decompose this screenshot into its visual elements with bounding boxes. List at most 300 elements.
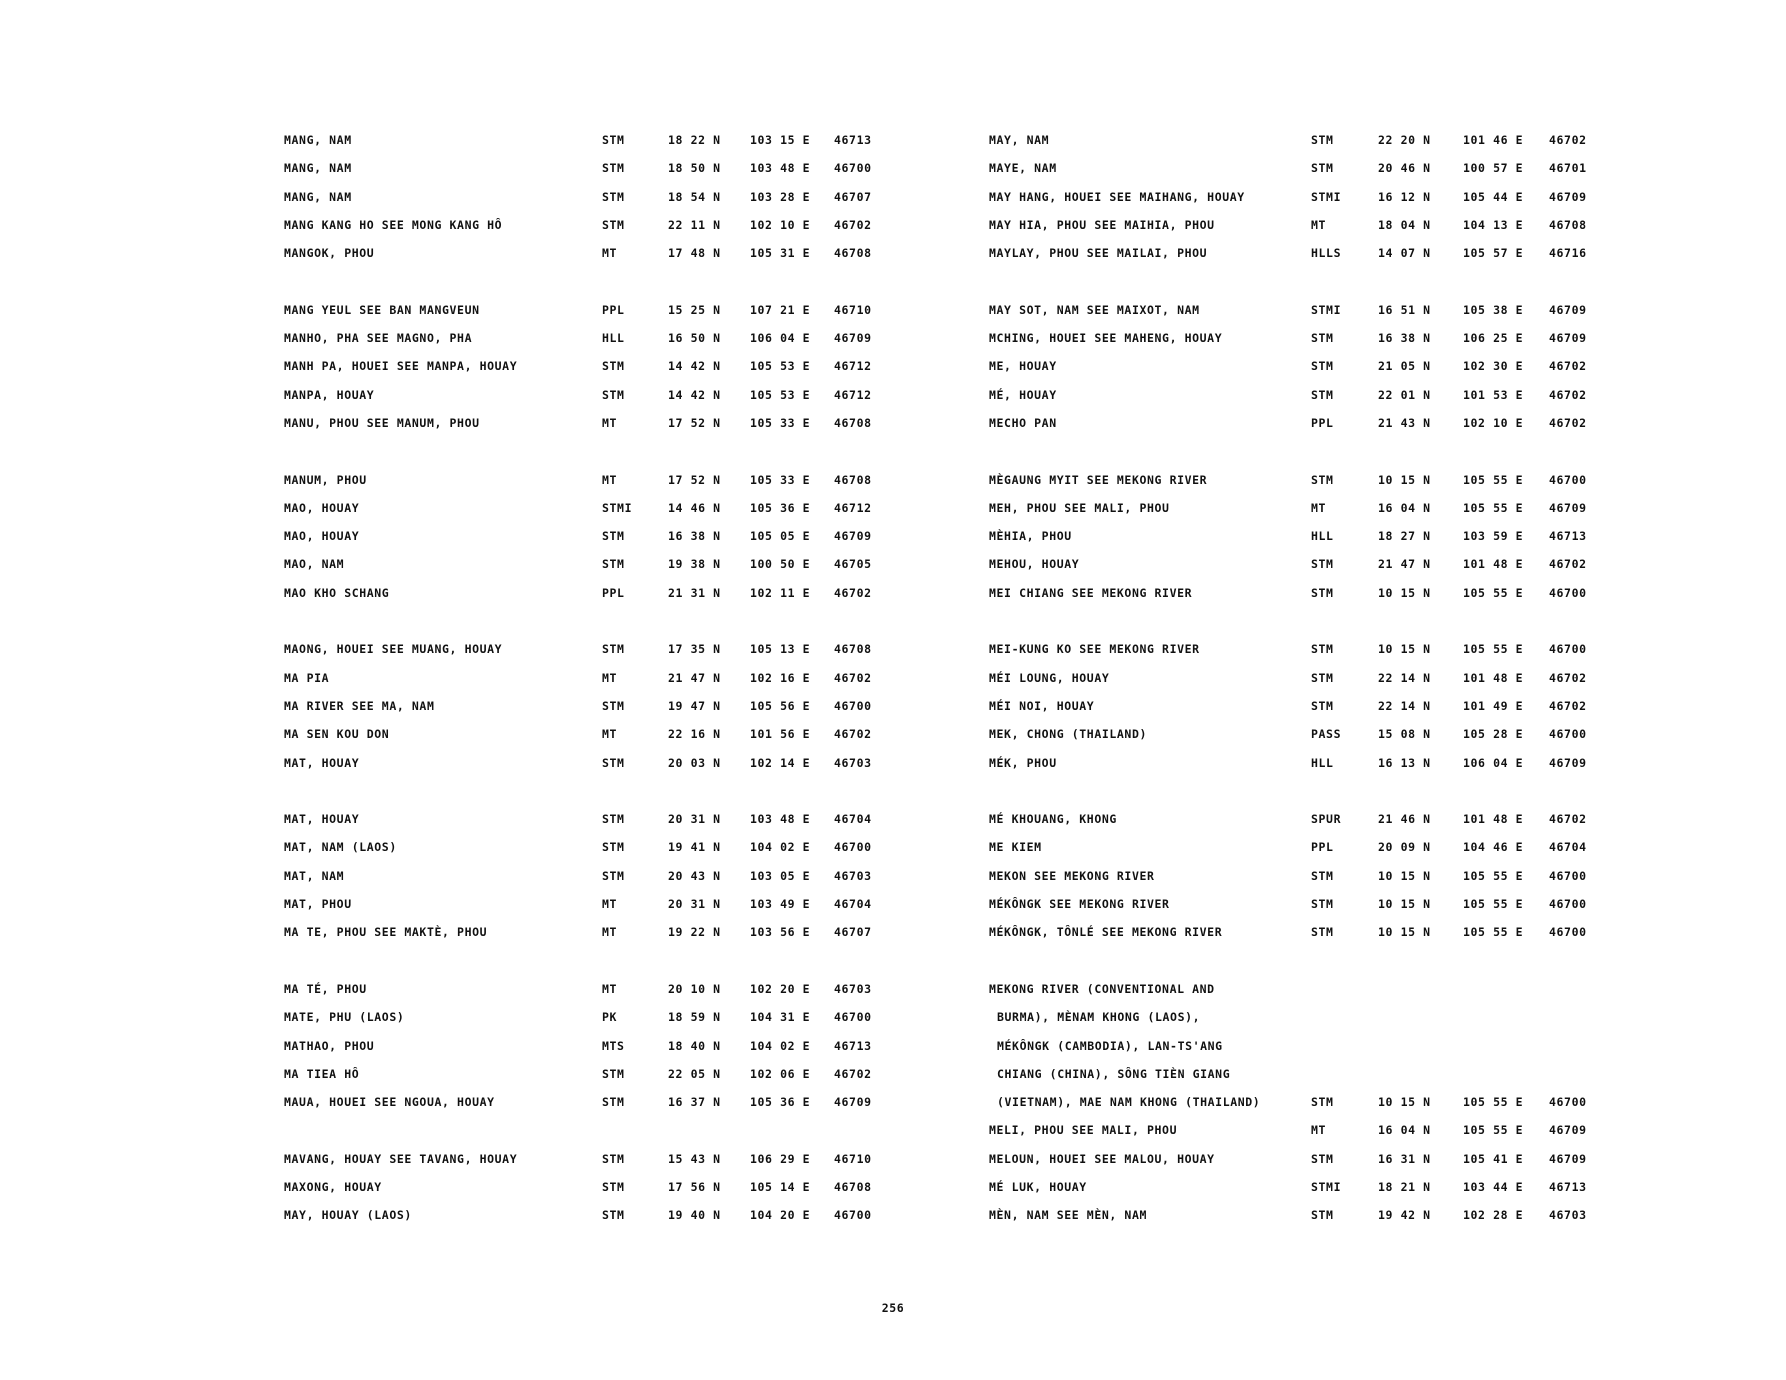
mekong-entry-line xyxy=(989,1003,1609,1031)
gazetteer-entry xyxy=(284,664,884,692)
feature-code: STMI xyxy=(1311,189,1342,204)
feature-code: STM xyxy=(602,1151,625,1166)
map-reference: 46708 xyxy=(834,246,872,261)
latitude: 14 07 N xyxy=(1378,246,1431,261)
map-reference: 46702 xyxy=(834,585,872,600)
longitude: 105 36 E xyxy=(750,1095,811,1110)
gazetteer-entry xyxy=(989,154,1609,182)
feature-code: MT xyxy=(602,981,618,996)
place-name-line: MÉKÔNGK (CAMBODIA), LAN-TS'ANG xyxy=(997,1038,1223,1053)
longitude: 105 55 E xyxy=(1463,500,1524,515)
feature-code: STM xyxy=(602,359,625,374)
feature-code: MTS xyxy=(602,1038,625,1053)
place-name: MAT, NAM (LAOS) xyxy=(284,840,397,855)
gazetteer-entry xyxy=(284,324,884,352)
longitude: 101 48 E xyxy=(1463,557,1524,572)
latitude: 18 59 N xyxy=(668,1010,721,1025)
latitude: 21 31 N xyxy=(668,585,721,600)
gazetteer-entry xyxy=(989,352,1609,380)
feature-code: MT xyxy=(602,246,618,261)
map-reference: 46702 xyxy=(1549,359,1587,374)
feature-code: STM xyxy=(602,217,625,232)
place-name: MAY SOT, NAM SEE MAIXOT, NAM xyxy=(989,302,1200,317)
place-name: MAXONG, HOUAY xyxy=(284,1179,382,1194)
latitude: 22 01 N xyxy=(1378,387,1431,402)
group-spacer xyxy=(989,607,1609,635)
gazetteer-entry xyxy=(284,805,884,833)
place-name: MATHAO, PHOU xyxy=(284,1038,375,1053)
gazetteer-entry xyxy=(284,1060,884,1088)
gazetteer-entry xyxy=(989,324,1609,352)
feature-code: STM xyxy=(602,868,625,883)
latitude: 16 04 N xyxy=(1378,1123,1431,1138)
map-reference: 46709 xyxy=(834,529,872,544)
longitude: 105 55 E xyxy=(1463,585,1524,600)
map-reference: 46702 xyxy=(1549,812,1587,827)
mekong-entry-line xyxy=(989,1060,1609,1088)
place-name: MÈGAUNG MYIT SEE MEKONG RIVER xyxy=(989,472,1208,487)
place-name: MEK, CHONG (THAILAND) xyxy=(989,727,1147,742)
latitude: 15 08 N xyxy=(1378,727,1431,742)
gazetteer-entry xyxy=(284,862,884,890)
gazetteer-entry xyxy=(989,409,1609,437)
latitude: 22 14 N xyxy=(1378,670,1431,685)
map-reference: 46709 xyxy=(1549,331,1587,346)
longitude: 103 28 E xyxy=(750,189,811,204)
gazetteer-entry xyxy=(989,494,1609,522)
map-reference: 46712 xyxy=(834,359,872,374)
map-reference: 46708 xyxy=(834,1179,872,1194)
gazetteer-entry xyxy=(284,1088,884,1116)
gazetteer-entry xyxy=(989,550,1609,578)
gazetteer-entry xyxy=(989,749,1609,777)
map-reference: 46700 xyxy=(1549,585,1587,600)
feature-code: STM xyxy=(602,1066,625,1081)
latitude: 19 42 N xyxy=(1378,1208,1431,1223)
place-name: MAO KHO SCHANG xyxy=(284,585,390,600)
map-reference: 46701 xyxy=(1549,161,1587,176)
gazetteer-entry xyxy=(989,833,1609,861)
place-name: MEKON SEE MEKONG RIVER xyxy=(989,868,1155,883)
longitude: 102 28 E xyxy=(1463,1208,1524,1223)
latitude: 16 38 N xyxy=(668,529,721,544)
right-column xyxy=(989,126,1609,1230)
longitude: 100 57 E xyxy=(1463,161,1524,176)
place-name: MAY, HOUAY (LAOS) xyxy=(284,1208,412,1223)
gazetteer-entry xyxy=(989,890,1609,918)
longitude: 101 48 E xyxy=(1463,670,1524,685)
gazetteer-entry xyxy=(989,296,1609,324)
longitude: 103 59 E xyxy=(1463,529,1524,544)
latitude: 17 56 N xyxy=(668,1179,721,1194)
group-spacer xyxy=(284,437,884,465)
place-name: MAO, HOUAY xyxy=(284,500,360,515)
place-name: MELI, PHOU SEE MALI, PHOU xyxy=(989,1123,1178,1138)
latitude: 10 15 N xyxy=(1378,1095,1431,1110)
feature-code: PPL xyxy=(1311,415,1334,430)
gazetteer-entry xyxy=(989,239,1609,267)
feature-code: STMI xyxy=(1311,1179,1342,1194)
feature-code: STM xyxy=(1311,868,1334,883)
map-reference: 46702 xyxy=(1549,557,1587,572)
longitude: 105 55 E xyxy=(1463,925,1524,940)
longitude: 105 31 E xyxy=(750,246,811,261)
map-reference: 46702 xyxy=(834,727,872,742)
latitude: 20 10 N xyxy=(668,981,721,996)
place-name: MÉK, PHOU xyxy=(989,755,1057,770)
longitude: 105 38 E xyxy=(1463,302,1524,317)
longitude: 105 36 E xyxy=(750,500,811,515)
longitude: 105 55 E xyxy=(1463,1123,1524,1138)
longitude: 102 10 E xyxy=(1463,415,1524,430)
map-reference: 46703 xyxy=(834,981,872,996)
map-reference: 46700 xyxy=(1549,642,1587,657)
place-name: MAVANG, HOUAY SEE TAVANG, HOUAY xyxy=(284,1151,518,1166)
place-name: MÉKÔNGK, TÔNLÉ SEE MEKONG RIVER xyxy=(989,925,1223,940)
feature-code: MT xyxy=(1311,1123,1327,1138)
latitude: 16 38 N xyxy=(1378,331,1431,346)
feature-code: MT xyxy=(1311,500,1327,515)
place-name: MAT, NAM xyxy=(284,868,345,883)
gazetteer-entry xyxy=(284,239,884,267)
latitude: 19 38 N xyxy=(668,557,721,572)
feature-code: STMI xyxy=(1311,302,1342,317)
group-spacer xyxy=(989,267,1609,295)
latitude: 14 46 N xyxy=(668,500,721,515)
gazetteer-entry xyxy=(989,862,1609,890)
feature-code: STM xyxy=(1311,925,1334,940)
latitude: 14 42 N xyxy=(668,359,721,374)
longitude: 105 55 E xyxy=(1463,472,1524,487)
longitude: 105 55 E xyxy=(1463,868,1524,883)
feature-code: STM xyxy=(1311,642,1334,657)
place-name: MA RIVER SEE MA, NAM xyxy=(284,698,435,713)
map-reference: 46702 xyxy=(834,217,872,232)
place-name: MÉKÔNGK SEE MEKONG RIVER xyxy=(989,897,1170,912)
longitude: 105 13 E xyxy=(750,642,811,657)
longitude: 105 44 E xyxy=(1463,189,1524,204)
gazetteer-entry xyxy=(284,466,884,494)
gazetteer-entry xyxy=(989,126,1609,154)
place-name: MAT, HOUAY xyxy=(284,755,360,770)
place-name: MAO, HOUAY xyxy=(284,529,360,544)
feature-code: STM xyxy=(602,698,625,713)
gazetteer-entry xyxy=(284,720,884,748)
map-reference: 46705 xyxy=(834,557,872,572)
latitude: 17 35 N xyxy=(668,642,721,657)
mekong-entry-line xyxy=(989,1088,1609,1116)
gazetteer-entry xyxy=(989,381,1609,409)
gazetteer-entry xyxy=(989,522,1609,550)
latitude: 20 31 N xyxy=(668,897,721,912)
longitude: 102 20 E xyxy=(750,981,811,996)
place-name: MAY HIA, PHOU SEE MAIHIA, PHOU xyxy=(989,217,1215,232)
place-name: MELOUN, HOUEI SEE MALOU, HOUAY xyxy=(989,1151,1215,1166)
place-name: MÈHIA, PHOU xyxy=(989,529,1072,544)
longitude: 107 21 E xyxy=(750,302,811,317)
latitude: 19 41 N xyxy=(668,840,721,855)
feature-code: MT xyxy=(602,670,618,685)
longitude: 105 55 E xyxy=(1463,897,1524,912)
latitude: 22 14 N xyxy=(1378,698,1431,713)
gazetteer-entry xyxy=(989,664,1609,692)
group-spacer xyxy=(284,267,884,295)
place-name: MEHOU, HOUAY xyxy=(989,557,1080,572)
feature-code: STM xyxy=(602,812,625,827)
map-reference: 46708 xyxy=(834,642,872,657)
longitude: 105 14 E xyxy=(750,1179,811,1194)
feature-code: MT xyxy=(602,472,618,487)
latitude: 18 40 N xyxy=(668,1038,721,1053)
gazetteer-entry xyxy=(284,1003,884,1031)
place-name: MA SEN KOU DON xyxy=(284,727,390,742)
place-name: MEI-KUNG KO SEE MEKONG RIVER xyxy=(989,642,1200,657)
feature-code: STM xyxy=(1311,1208,1334,1223)
place-name: MCHING, HOUEI SEE MAHENG, HOUAY xyxy=(989,331,1223,346)
longitude: 103 15 E xyxy=(750,133,811,147)
latitude: 18 22 N xyxy=(668,133,721,147)
feature-code: STM xyxy=(1311,1095,1334,1110)
place-name-line: MEKONG RIVER (CONVENTIONAL AND xyxy=(989,981,1215,996)
map-reference: 46707 xyxy=(834,189,872,204)
gazetteer-entry xyxy=(284,154,884,182)
gazetteer-entry xyxy=(284,494,884,522)
longitude: 104 02 E xyxy=(750,1038,811,1053)
longitude: 106 25 E xyxy=(1463,331,1524,346)
gazetteer-entry xyxy=(284,975,884,1003)
latitude: 21 46 N xyxy=(1378,812,1431,827)
map-reference: 46707 xyxy=(834,925,872,940)
place-name: MA TIEA HÔ xyxy=(284,1066,360,1081)
gazetteer-entry xyxy=(989,918,1609,946)
longitude: 105 41 E xyxy=(1463,1151,1524,1166)
latitude: 22 11 N xyxy=(668,217,721,232)
feature-code: STM xyxy=(602,161,625,176)
gazetteer-entry xyxy=(284,550,884,578)
map-reference: 46700 xyxy=(834,840,872,855)
gazetteer-entry xyxy=(989,1116,1609,1144)
latitude: 16 51 N xyxy=(1378,302,1431,317)
feature-code: STM xyxy=(1311,472,1334,487)
latitude: 17 52 N xyxy=(668,415,721,430)
latitude: 14 42 N xyxy=(668,387,721,402)
longitude: 105 05 E xyxy=(750,529,811,544)
place-name: MAY HANG, HOUEI SEE MAIHANG, HOUAY xyxy=(989,189,1245,204)
feature-code: PPL xyxy=(602,302,625,317)
map-reference: 46700 xyxy=(1549,868,1587,883)
latitude: 22 20 N xyxy=(1378,133,1431,147)
latitude: 22 05 N xyxy=(668,1066,721,1081)
gazetteer-entry xyxy=(989,183,1609,211)
feature-code: STM xyxy=(1311,1151,1334,1166)
group-spacer xyxy=(989,777,1609,805)
longitude: 102 14 E xyxy=(750,755,811,770)
map-reference: 46709 xyxy=(1549,755,1587,770)
place-name: MA PIA xyxy=(284,670,330,685)
place-name: MEH, PHOU SEE MALI, PHOU xyxy=(989,500,1170,515)
latitude: 10 15 N xyxy=(1378,585,1431,600)
latitude: 16 31 N xyxy=(1378,1151,1431,1166)
longitude: 104 13 E xyxy=(1463,217,1524,232)
longitude: 102 10 E xyxy=(750,217,811,232)
feature-code: HLLS xyxy=(1311,246,1342,261)
group-spacer xyxy=(284,777,884,805)
gazetteer-entry xyxy=(284,126,884,154)
gazetteer-entry xyxy=(284,522,884,550)
group-spacer xyxy=(284,1116,884,1144)
gazetteer-entry xyxy=(284,183,884,211)
longitude: 105 28 E xyxy=(1463,727,1524,742)
feature-code: STM xyxy=(602,1208,625,1223)
map-reference: 46702 xyxy=(1549,670,1587,685)
longitude: 106 04 E xyxy=(750,331,811,346)
feature-code: STM xyxy=(602,1179,625,1194)
place-name: MEI CHIANG SEE MEKONG RIVER xyxy=(989,585,1193,600)
place-name: MAT, HOUAY xyxy=(284,812,360,827)
latitude: 21 05 N xyxy=(1378,359,1431,374)
page-number: 256 xyxy=(881,1301,905,1315)
map-reference: 46708 xyxy=(834,415,872,430)
place-name: MANGOK, PHOU xyxy=(284,246,375,261)
longitude: 102 11 E xyxy=(750,585,811,600)
longitude: 105 53 E xyxy=(750,387,811,402)
feature-code: MT xyxy=(602,925,618,940)
longitude: 105 53 E xyxy=(750,359,811,374)
map-reference: 46709 xyxy=(1549,302,1587,317)
feature-code: MT xyxy=(602,727,618,742)
gazetteer-entry xyxy=(284,1145,884,1173)
place-name: MANHO, PHA SEE MAGNO, PHA xyxy=(284,331,473,346)
gazetteer-entry xyxy=(284,890,884,918)
map-reference: 46709 xyxy=(1549,189,1587,204)
map-reference: 46709 xyxy=(1549,1151,1587,1166)
gazetteer-entry xyxy=(284,692,884,720)
place-name: ME, HOUAY xyxy=(989,359,1057,374)
map-reference: 46700 xyxy=(834,1208,872,1223)
latitude: 10 15 N xyxy=(1378,925,1431,940)
feature-code: STM xyxy=(1311,331,1334,346)
latitude: 21 47 N xyxy=(668,670,721,685)
map-reference: 46700 xyxy=(1549,925,1587,940)
latitude: 19 22 N xyxy=(668,925,721,940)
group-spacer xyxy=(284,607,884,635)
longitude: 105 57 E xyxy=(1463,246,1524,261)
longitude: 103 56 E xyxy=(750,925,811,940)
place-name: MÉI LOUNG, HOUAY xyxy=(989,670,1110,685)
map-reference: 46716 xyxy=(1549,246,1587,261)
gazetteer-entry xyxy=(284,579,884,607)
feature-code: STM xyxy=(1311,133,1334,147)
longitude: 101 48 E xyxy=(1463,812,1524,827)
feature-code: PASS xyxy=(1311,727,1342,742)
place-name: MÉ, HOUAY xyxy=(989,387,1057,402)
place-name: MAYE, NAM xyxy=(989,161,1057,176)
gazetteer-entry xyxy=(284,1201,884,1229)
latitude: 16 13 N xyxy=(1378,755,1431,770)
map-reference: 46704 xyxy=(834,897,872,912)
map-reference: 46704 xyxy=(1549,840,1587,855)
latitude: 10 15 N xyxy=(1378,472,1431,487)
place-name: MANG, NAM xyxy=(284,133,352,147)
gazetteer-entry xyxy=(989,720,1609,748)
place-name: MANG KANG HO SEE MONG KANG HÔ xyxy=(284,217,503,232)
longitude: 102 06 E xyxy=(750,1066,811,1081)
feature-code: HLL xyxy=(602,331,625,346)
feature-code: MT xyxy=(602,415,618,430)
latitude: 15 25 N xyxy=(668,302,721,317)
feature-code: STM xyxy=(602,1095,625,1110)
gazetteer-entry xyxy=(989,635,1609,663)
latitude: 10 15 N xyxy=(1378,642,1431,657)
feature-code: STM xyxy=(602,189,625,204)
longitude: 105 33 E xyxy=(750,415,811,430)
map-reference: 46703 xyxy=(834,755,872,770)
map-reference: 46712 xyxy=(834,387,872,402)
map-reference: 46703 xyxy=(834,868,872,883)
longitude: 101 46 E xyxy=(1463,133,1524,147)
feature-code: PPL xyxy=(602,585,625,600)
latitude: 10 15 N xyxy=(1378,868,1431,883)
latitude: 20 46 N xyxy=(1378,161,1431,176)
place-name: MANPA, HOUAY xyxy=(284,387,375,402)
place-name: MANUM, PHOU xyxy=(284,472,367,487)
group-spacer xyxy=(989,947,1609,975)
group-spacer xyxy=(989,437,1609,465)
map-reference: 46700 xyxy=(1549,897,1587,912)
map-reference: 46702 xyxy=(1549,698,1587,713)
place-name: MAO, NAM xyxy=(284,557,345,572)
feature-code: STM xyxy=(602,557,625,572)
place-name: MA TE, PHOU SEE MAKTÈ, PHOU xyxy=(284,925,488,940)
place-name: MECHO PAN xyxy=(989,415,1057,430)
longitude: 102 16 E xyxy=(750,670,811,685)
gazetteer-entry xyxy=(284,381,884,409)
feature-code: MT xyxy=(1311,217,1327,232)
map-reference: 46709 xyxy=(834,1095,872,1110)
longitude: 102 30 E xyxy=(1463,359,1524,374)
gazetteer-entry xyxy=(284,409,884,437)
feature-code: STM xyxy=(1311,359,1334,374)
place-name-line: (VIETNAM), MAE NAM KHONG (THAILAND) xyxy=(997,1095,1261,1110)
longitude: 104 02 E xyxy=(750,840,811,855)
map-reference: 46702 xyxy=(1549,415,1587,430)
longitude: 101 53 E xyxy=(1463,387,1524,402)
map-reference: 46702 xyxy=(834,670,872,685)
feature-code: STM xyxy=(602,840,625,855)
latitude: 16 37 N xyxy=(668,1095,721,1110)
feature-code: STM xyxy=(1311,387,1334,402)
latitude: 18 50 N xyxy=(668,161,721,176)
map-reference: 46713 xyxy=(1549,1179,1587,1194)
gazetteer-entry xyxy=(284,1173,884,1201)
longitude: 106 29 E xyxy=(750,1151,811,1166)
gazetteer-entry xyxy=(284,211,884,239)
longitude: 100 50 E xyxy=(750,557,811,572)
latitude: 16 04 N xyxy=(1378,500,1431,515)
map-reference: 46700 xyxy=(1549,727,1587,742)
place-name: MANG, NAM xyxy=(284,161,352,176)
place-name: MANG YEUL SEE BAN MANGVEUN xyxy=(284,302,480,317)
map-reference: 46700 xyxy=(1549,1095,1587,1110)
map-reference: 46708 xyxy=(1549,217,1587,232)
map-reference: 46710 xyxy=(834,302,872,317)
feature-code: STMI xyxy=(602,500,633,515)
map-reference: 46702 xyxy=(1549,133,1587,147)
feature-code: HLL xyxy=(1311,755,1334,770)
place-name: MÈN, NAM SEE MÈN, NAM xyxy=(989,1208,1147,1223)
map-reference: 46700 xyxy=(834,1010,872,1025)
map-reference: 46700 xyxy=(834,161,872,176)
